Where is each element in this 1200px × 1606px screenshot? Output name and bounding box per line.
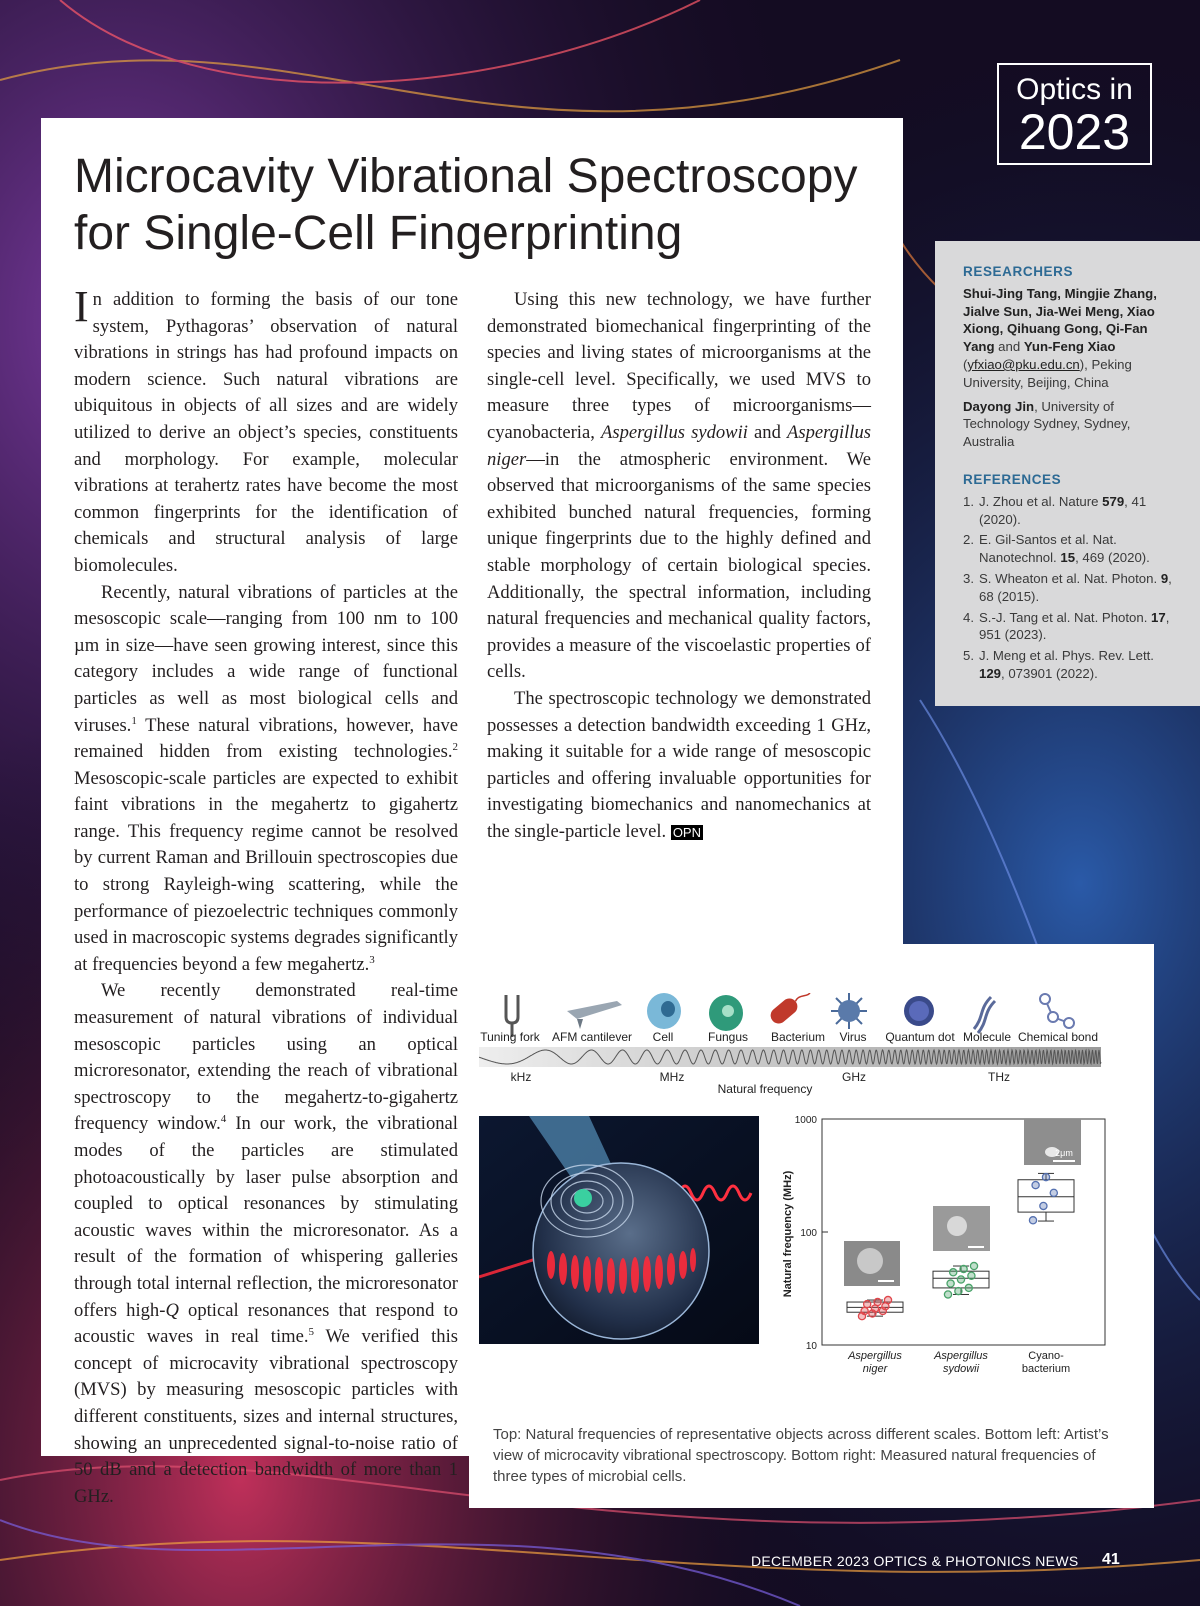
data-point: [944, 1291, 951, 1298]
body-column-2: [487, 287, 871, 846]
data-point: [1029, 1217, 1036, 1224]
data-point: [955, 1287, 962, 1294]
data-point: [960, 1265, 967, 1272]
data-point: [884, 1296, 891, 1303]
body-column-1: [74, 282, 458, 1510]
frequency-chart: [782, 1115, 1105, 1375]
data-point: [861, 1307, 868, 1314]
data-point: [1050, 1189, 1057, 1196]
references-heading: REFERENCES: [963, 471, 1062, 487]
paragraph-1: In addition to forming the basis of our tone system, Pythagoras’ observation of natural vibrations in strings has had profound impacts on modern science. Such natural vibrations are ubiquitous in objects of all sizes and are widely utilized to derive an object’s species, constituents and morphology. For example, molecular vibrations at terahertz rates have become the most common fingerprints for the identification of chemicals and structural analysis of large biomolecules.: [74, 282, 458, 576]
quantum-dot-icon: [904, 996, 934, 1026]
ref-sup-2: 2: [452, 740, 458, 753]
footer-issue: DECEMBER 2023 OPTICS & PHOTONICS NEWS: [751, 1553, 1079, 1569]
x-category-label: niger: [862, 1363, 888, 1375]
ref-sup-5: 5: [308, 1325, 315, 1338]
drop-cap: I: [74, 282, 89, 331]
object-label: Molecule: [962, 1030, 1012, 1044]
x-category-label: Cyano-: [1028, 1350, 1064, 1362]
frequency-axis-label: Natural frequency: [717, 1082, 813, 1096]
x-category-label: sydowii: [942, 1363, 980, 1375]
paragraph-3: We recently demonstrated real-time measurement of natural vibrations of individual mesoscopic particles using an optical microresonator, extending the reach of vibrational spectroscopy to the megahertz-to-gigahertz frequency window.$^4$ In our work, the vibrational modes of the particles are stimulated photoacoustically by laser pulse absorption and coupled to optical resonances by stimulating acoustic waves within the microresonator. As a result of the formation of whispering galleries through total internal reflection, the microresonator offers high-Q optical resonances that respond to acoustic waves in real time.$^5$ We verified this concept of microcavity vibrational spectroscopy (MVS) by measuring mesoscopic particles with different constituents, sizes and internal structures, showing an unprecedented signal-to-noise ratio of 50 dB and a detection bandwidth of more than 1 GHz.: [74, 980, 458, 1507]
reference-item: 5. J. Meng et al. Phys. Rev. Lett. 129, 073901 (2022).: [963, 648, 1154, 681]
ref-sup-1: 1: [131, 714, 137, 727]
fungus-icon: [709, 995, 743, 1031]
data-point: [1042, 1174, 1049, 1181]
data-point: [1032, 1182, 1039, 1189]
data-point: [947, 1280, 954, 1287]
y-tick-label: 100: [800, 1228, 817, 1239]
freq-tick: GHz: [842, 1070, 866, 1084]
badge-year: 2023: [1018, 104, 1131, 160]
cell-icon: [647, 993, 681, 1029]
researchers-primary: Shui-Jing Tang, Mingjie Zhang, Jialve Sun, Jia-Wei Meng, Xiao Xiong, Qihuang Gong, Qi-Fan Yang and Yun-Feng Xiao (yfxiao@pku.edu.cn), Peking University, Beijing, China: [963, 285, 1157, 390]
x-category-label: bacterium: [1021, 1363, 1071, 1375]
badge-line1: Optics in: [1016, 73, 1133, 106]
reference-item: 4. S.-J. Tang et al. Nat. Photon. 17, 951 (2023).: [963, 609, 1170, 643]
data-point: [957, 1276, 964, 1283]
object-label: Virus: [839, 1030, 867, 1044]
chemical-bond-icon: [1040, 994, 1074, 1028]
virus-icon: [831, 993, 867, 1029]
reference-item: 2. E. Gil-Santos et al. Nat. Nanotechnol. 15, 469 (2020).: [963, 532, 1150, 566]
paragraph-4: Using this new technology, we have further demonstrated biomechanical fingerprinting of the species and living states of microorganisms at the single-cell level. Specifically, we used MVS to measure three types of microorganisms—cyanobacteria, Aspergillus sydowii and Aspergillus niger—in the atmospheric environment. We observed that microorganisms of the same species exhibited bunched natural frequencies, forming unique fingerprints due to the highly defined and stable morphology of certain biological species. Additionally, the spectral information, including natural frequencies and mechanical quality factors, provides a measure of the viscoelastic properties of cells.: [487, 289, 871, 683]
object-label: Cell: [652, 1030, 674, 1044]
y-axis-label: Natural frequency (MHz): [782, 1170, 794, 1298]
figure-caption: Top: Natural frequencies of representative objects across different scales. Bottom left: Artist’s view of microcavity vibrational spectroscopy. Bottom right: Measured natural frequencies of three types of microbial cells.: [493, 1426, 1109, 1485]
freq-tick: kHz: [510, 1070, 532, 1084]
object-label: AFM cantilever: [551, 1030, 633, 1044]
ref-sup-4: 4: [220, 1113, 227, 1126]
object-label: Chemical bond: [1017, 1030, 1099, 1044]
freq-tick: MHz: [659, 1070, 685, 1084]
data-point: [970, 1262, 977, 1269]
title-line1: Microcavity Vibrational Spectroscopy: [74, 150, 858, 203]
object-label: Bacterium: [770, 1030, 826, 1044]
page-number: 41: [1102, 1551, 1120, 1568]
scale-bar-label: 2μm: [1055, 1148, 1073, 1158]
data-point: [968, 1272, 975, 1279]
reference-item: 3. S. Wheaton et al. Nat. Photon. 9, 68 (2015).: [963, 570, 1172, 604]
bacterium-icon: [767, 993, 814, 1027]
artist-illustration: [479, 1116, 759, 1344]
paragraph-3-continued: We verified this concept of microcavity vibrational spectroscopy (MVS) by measuring mesoscopic particles with different constituents, sizes and internal structures, showing an unprecedented signal-to-noise ratio of 50 dB and a detection bandwidth of more than 1 GHz.: [74, 1326, 458, 1507]
reference-item: 1. J. Zhou et al. Nature 579, 41 (2020).: [963, 493, 1147, 527]
researchers-secondary: Dayong Jin, University of Technology Sydney, Sydney, Australia: [963, 398, 1131, 450]
object-labels: [480, 1030, 1098, 1044]
optics-in-2023-badge: [997, 63, 1152, 165]
email-link[interactable]: yfxiao@pku.edu.cn: [967, 356, 1080, 372]
ref-sup-3: 3: [369, 953, 375, 966]
object-label: Quantum dot: [885, 1030, 955, 1044]
data-point: [965, 1284, 972, 1291]
molecule-icon: [974, 997, 995, 1033]
x-category-labels: [847, 1350, 1070, 1375]
paragraph-5: The spectroscopic technology we demonstrated possesses a detection bandwidth exceeding 1 GHz, making it suitable for a wide range of mesoscopic particles and offering invaluable opportunities for investigating biomechanics and nanomechanics at the single-particle level. OPN: [487, 687, 871, 842]
x-category-label: Aspergillus: [934, 1350, 988, 1362]
data-point: [950, 1269, 957, 1276]
references-list: [963, 493, 1172, 683]
data-point: [874, 1298, 881, 1305]
data-point: [864, 1301, 871, 1308]
y-tick-label: 1000: [794, 1115, 817, 1126]
sidebar-box: [935, 241, 1200, 706]
figure: [479, 993, 1127, 1417]
object-label: Fungus: [707, 1030, 749, 1044]
freq-tick: THz: [988, 1070, 1010, 1084]
researchers-heading: RESEARCHERS: [963, 264, 1074, 279]
object-label: Tuning fork: [480, 1030, 540, 1044]
data-point: [1040, 1202, 1047, 1209]
sem-inset-cyanobacterium: [1024, 1119, 1081, 1165]
paragraph-2: Recently, natural vibrations of particles at the mesoscopic scale—ranging from 100 nm to 100 µm in size—have seen growing interest, since this category includes a wide range of functional particles as well as most biological cells and viruses.$^1$ These natural vibrations, however, have remained hidden from existing technologies.$^2$ Mesoscopic-scale particles are expected to exhibit faint vibrations in the megahertz to gigahertz range. This frequency regime cannot be resolved by current Raman and Brillouin spectroscopies due to strong Rayleigh-wing scattering, while the performance of piezoelectric techniques commonly used in macroscopic systems degrades significantly at frequencies beyond a few megahertz.$^3$: [74, 581, 458, 975]
article-title: [74, 148, 894, 262]
title-line2: for Single-Cell Fingerprinting: [74, 207, 683, 260]
x-category-label: Aspergillus: [848, 1350, 902, 1362]
y-tick-label: 10: [805, 1341, 817, 1352]
afm-cantilever-icon: [567, 1001, 622, 1029]
opn-end-mark: OPN: [672, 824, 701, 840]
